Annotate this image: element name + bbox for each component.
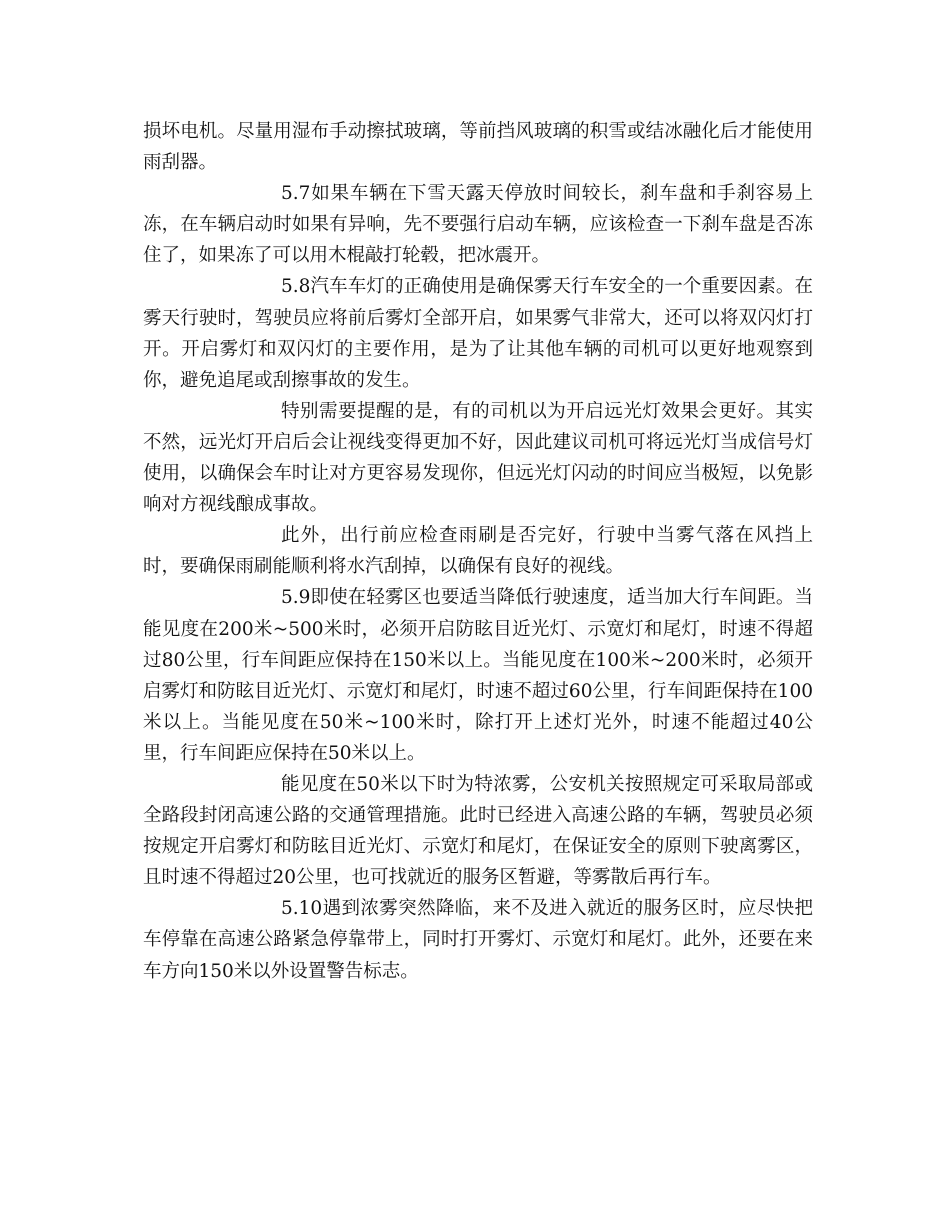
- paragraph-5-10: 5.10遇到浓雾突然降临，来不及进入就近的服务区时，应尽快把车停靠在高速公路紧急停靠带上，同时打开雾灯、示宽灯和尾灯。此外，还要在来车方向150米以外设置警告标志。: [143, 898, 813, 982]
- document-body: [143, 116, 813, 987]
- paragraph-wiper-check: 此外，出行前应检查雨刷是否完好，行驶中当雾气落在风挡上时，要确保雨刷能顺利将水汽刮掉，以确保有良好的视线。: [143, 525, 813, 578]
- paragraph-5-7: 5.7如果车辆在下雪天露天停放时间较长，刹车盘和手刹容易上冻，在车辆启动时如果有异响，先不要强行启动车辆，应该检查一下刹车盘是否冻住了，如果冻了可以用木棍敲打轮毂，把冰震开。: [143, 183, 813, 267]
- paragraph-dense-fog: 能见度在50米以下时为特浓雾，公安机关按照规定可采取局部或全路段封闭高速公路的交通管理措施。此时已经进入高速公路的车辆，驾驶员必须按规定开启雾灯和防眩目近光灯、示宽灯和尾灯，在保证安全的原则下驶离雾区，且时速不得超过20公里，也可找就近的服务区暂避，等雾散后再行车。: [143, 773, 813, 889]
- paragraph-5-8: 5.8汽车车灯的正确使用是确保雾天行车安全的一个重要因素。在雾天行驶时，驾驶员应将前后雾灯全部开启，如果雾气非常大，还可以将双闪灯打开。开启雾灯和双闪灯的主要作用，是为了让其他车辆的司机可以更好地观察到你，避免追尾或刮擦事故的发生。: [143, 276, 813, 391]
- paragraph-continuation: 损坏电机。尽量用湿布手动擦拭玻璃，等前挡风玻璃的积雪或结冰融化后才能使用雨刮器。: [143, 121, 813, 174]
- paragraph-high-beam-warning: 特别需要提醒的是，有的司机以为开启远光灯效果会更好。其实不然，远光灯开启后会让视线变得更加不好，因此建议司机可将远光灯当成信号灯使用，以确保会车时让对方更容易发现你，但远光灯闪动的时间应当极短，以免影响对方视线酿成事故。: [143, 400, 813, 516]
- paragraph-5-9: 5.9即使在轻雾区也要适当降低行驶速度，适当加大行车间距。当能见度在200米~500米时，必须开启防眩目近光灯、示宽灯和尾灯，时速不得超过80公里，行车间距应保持在150米以上。当能见度在100米~200米时，必须开启雾灯和防眩目近光灯、示宽灯和尾灯，时速不超过60公里，行车间距保持在100米以上。当能见度在50米~100米时，除打开上述灯光外，时速不能超过40公里，行车间距应保持在50米以上。: [143, 587, 813, 764]
